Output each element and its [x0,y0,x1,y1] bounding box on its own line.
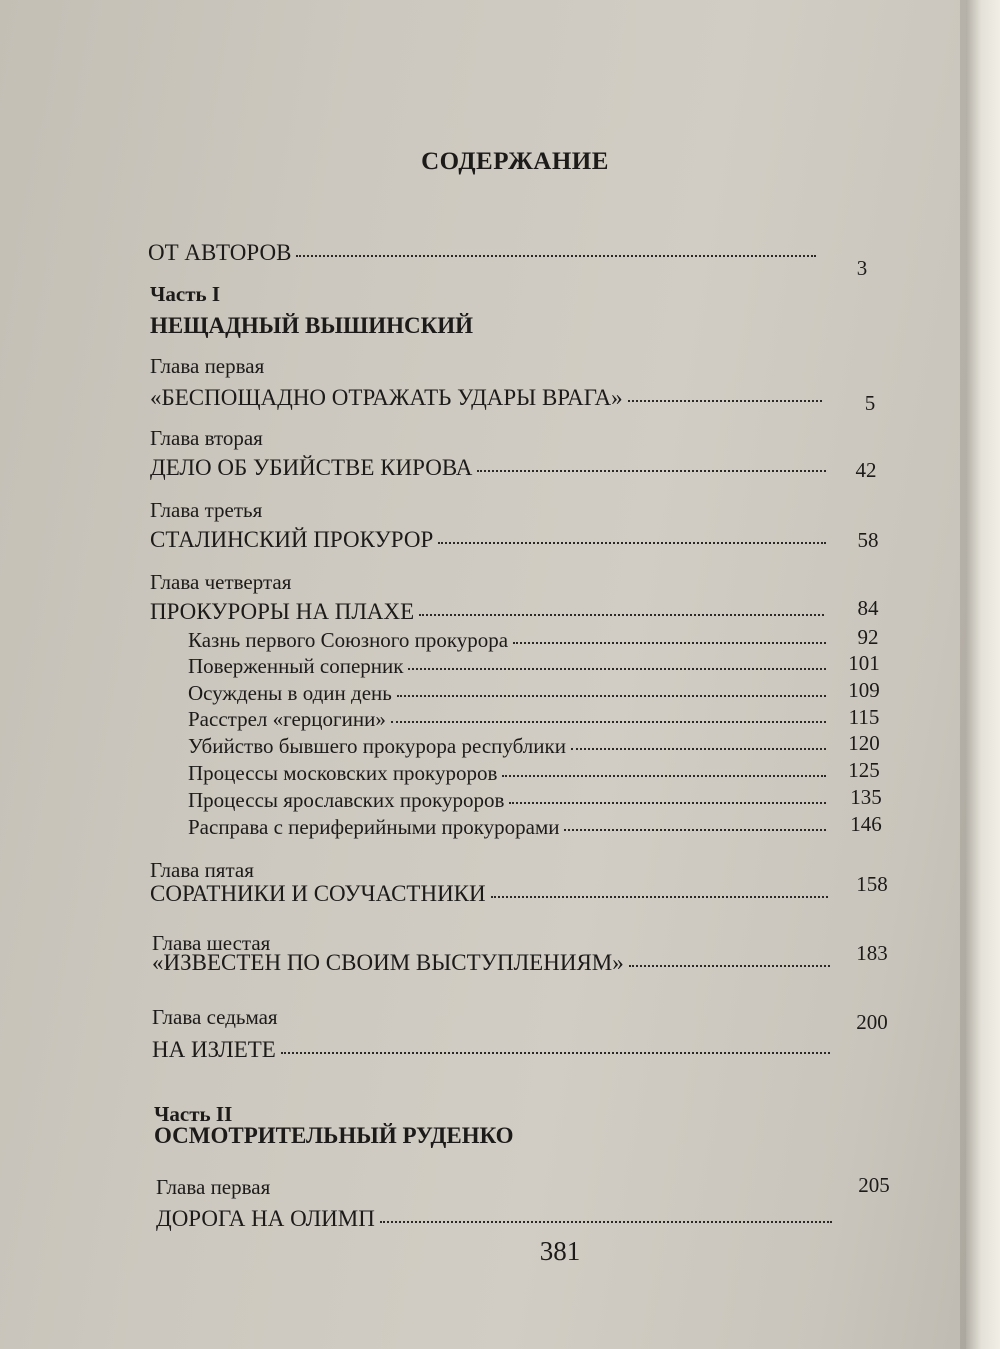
page-number: 109 [848,678,880,702]
dot-leader [419,614,824,616]
dot-leader [628,400,822,402]
chapter-label: Глава четвертая [150,570,292,594]
entry-title: ДЕЛО ОБ УБИЙСТВЕ КИРОВА [150,455,473,480]
toc-entry-chapter [150,527,830,553]
entry-title: Казнь первого Союзного прокурора [188,628,509,652]
page-number: 135 [850,785,882,809]
entry-title: «ИЗВЕСТЕН ПО СВОИМ ВЫСТУПЛЕНИЯМ» [152,950,624,975]
entry-title: Убийство бывшего прокурора республики [188,734,566,758]
dot-leader [491,896,828,898]
entry-title: НА ИЗЛЕТЕ [152,1037,276,1062]
entry-title: ОТ АВТОРОВ [148,240,292,265]
dot-leader [509,802,826,804]
dot-leader [391,721,826,723]
entry-title: Расстрел «герцогини» [188,707,386,731]
dot-leader [477,470,826,472]
chapter-label: Глава седьмая [152,1005,278,1029]
entry-title: Осуждены в один день [188,681,392,705]
dot-leader [281,1052,830,1054]
entry-title: Процессы ярославских прокуроров [188,788,505,812]
page-number: 200 [856,1010,888,1034]
dot-leader [629,965,830,967]
toc-entry-section [188,734,830,759]
entry-title: Расправа с периферийными прокурорами [188,815,560,839]
part-label: Часть I [150,282,221,306]
toc-heading: СОДЕРЖАНИЕ [421,148,609,175]
dot-leader [397,695,826,697]
page-number: 183 [856,941,888,965]
page-number: 115 [848,705,880,729]
page-number: 120 [848,731,880,755]
page-number: 205 [858,1173,890,1197]
toc-entry-chapter [150,599,828,625]
dot-leader [571,748,826,750]
part-title: ОСМОТРИТЕЛЬНЫЙ РУДЕНКО [154,1123,514,1148]
toc-entry-section [188,654,830,679]
entry-title: ПРОКУРОРЫ НА ПЛАХЕ [150,599,415,624]
toc-entry-section [188,707,830,732]
dot-leader [408,668,826,670]
chapter-label: Глава шестая [152,931,271,955]
dot-leader [564,829,826,831]
page-number: 146 [850,812,882,836]
toc-entry-section [188,761,830,786]
entry-title: ДОРОГА НА ОЛИМП [156,1206,375,1231]
page-edge [966,0,1000,1349]
toc-entry-chapter [156,1206,836,1232]
entry-title: Процессы московских прокуроров [188,761,498,785]
page-number: 3 [856,256,868,280]
toc-entry-chapter [152,1037,834,1063]
part-title: НЕЩАДНЫЙ ВЫШИНСКИЙ [150,313,474,338]
toc-entry-chapter [150,881,832,907]
entry-title: «БЕСПОЩАДНО ОТРАЖАТЬ УДАРЫ ВРАГА» [150,385,623,410]
entry-title: Поверженный соперник [188,654,404,678]
folio-page-number: 381 [539,1236,581,1266]
chapter-label: Глава первая [150,354,265,378]
part-label: Часть II [154,1102,233,1126]
dot-leader [513,642,826,644]
page-number: 158 [856,872,888,896]
page-number: 92 [857,625,879,649]
page-number: 42 [855,458,877,482]
dot-leader [502,775,826,777]
toc-entry-chapter [150,455,830,481]
chapter-label: Глава первая [156,1175,271,1199]
entry-title: СТАЛИНСКИЙ ПРОКУРОР [150,527,434,552]
toc-entry-section [188,628,830,653]
chapter-label: Глава вторая [150,426,263,450]
page-number: 58 [857,528,879,552]
toc-entry-section [188,788,830,813]
toc-entry-intro [148,240,820,266]
chapter-label: Глава третья [150,498,263,522]
toc-entry-chapter [150,385,826,411]
page-number: 101 [848,651,880,675]
page-number: 5 [864,391,876,415]
page-number: 125 [848,758,880,782]
toc-entry-section [188,815,830,840]
toc-entry-chapter [152,950,834,976]
dot-leader [296,255,816,257]
page-number: 84 [857,596,879,620]
dot-leader [380,1221,832,1223]
entry-title: СОРАТНИКИ И СОУЧАСТНИКИ [150,881,486,906]
dot-leader [438,542,826,544]
chapter-label: Глава пятая [150,858,254,882]
toc-entry-section [188,681,830,706]
